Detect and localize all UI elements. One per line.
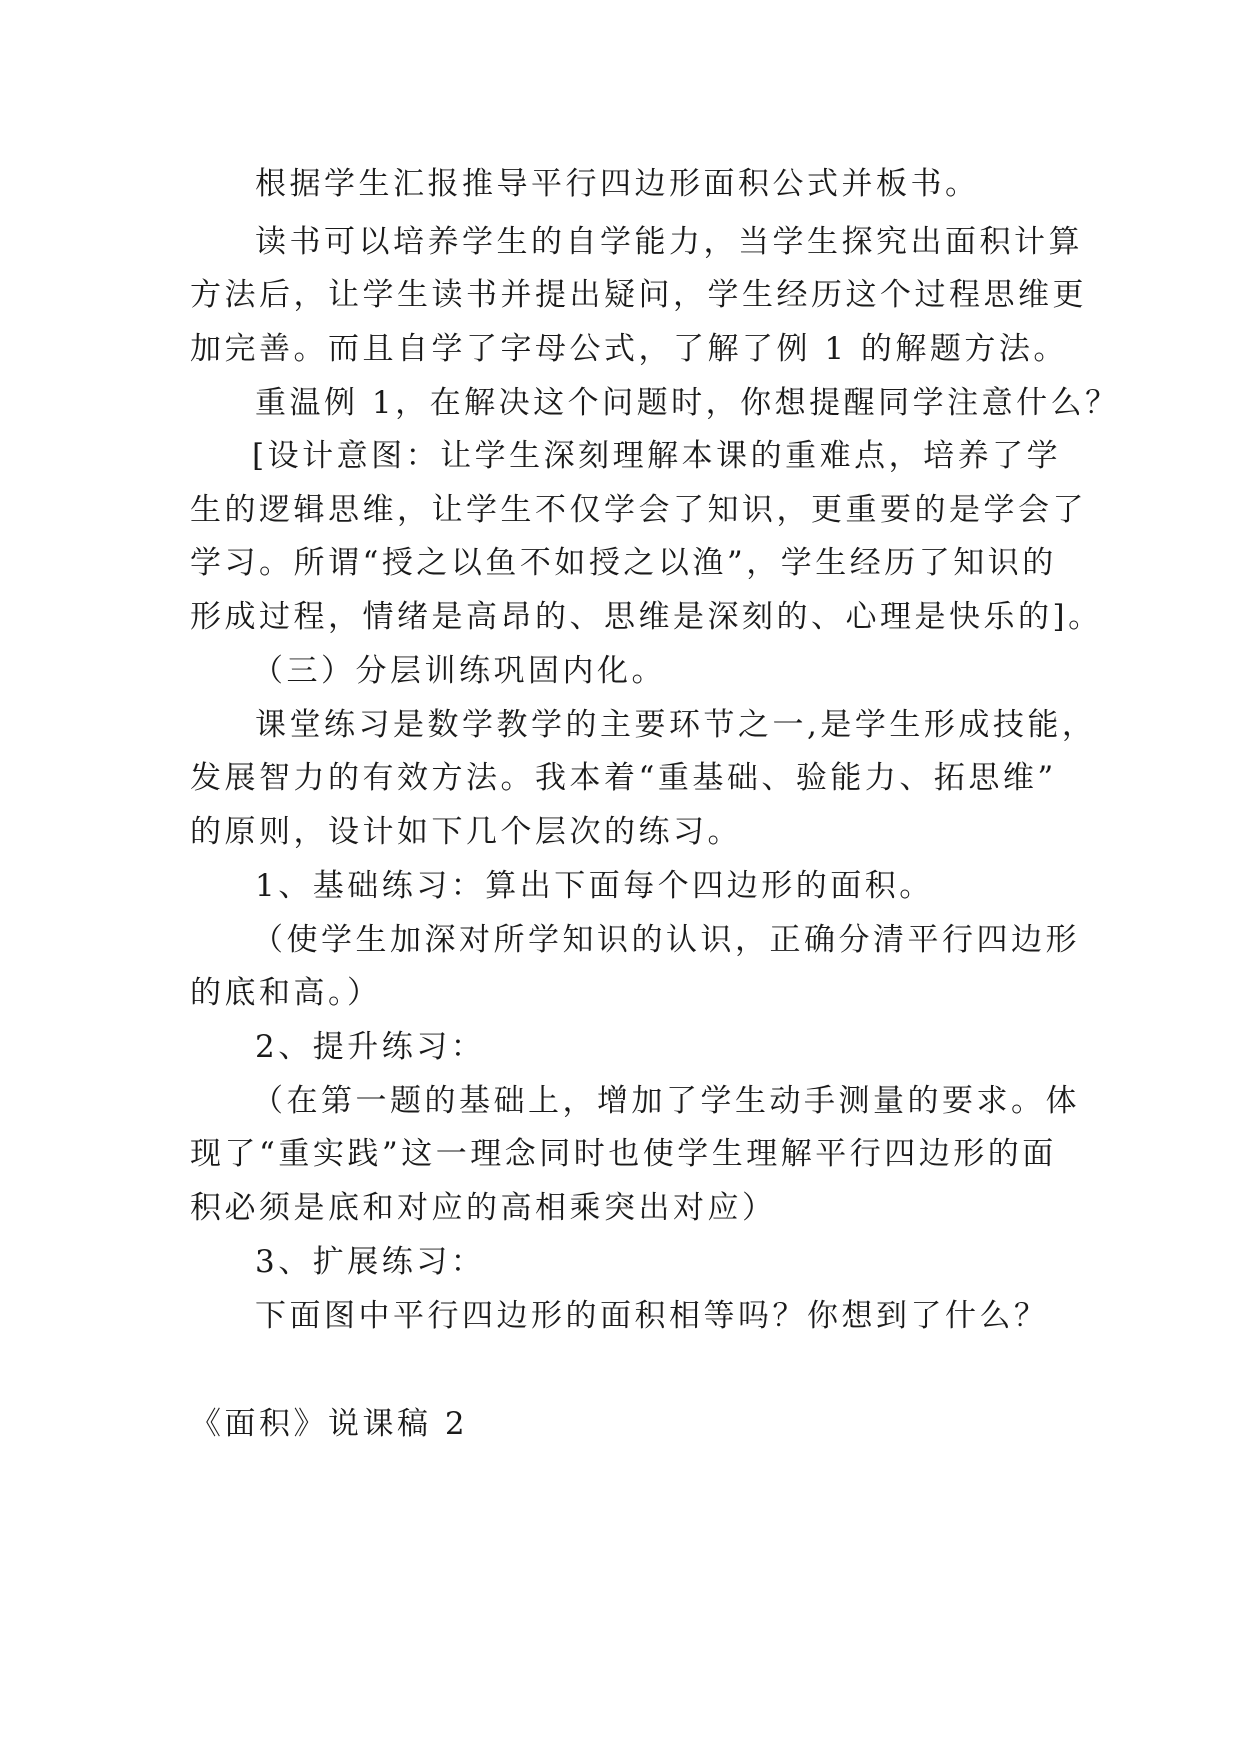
paragraph-line: （使学生加深对所学知识的认识，正确分清平行四边形 bbox=[252, 922, 1080, 958]
paragraph-line: 学习。所谓“授之以鱼不如授之以渔”，学生经历了知识的 bbox=[190, 545, 1057, 581]
list-item: 1、基础练习：算出下面每个四边形的面积。 bbox=[255, 868, 934, 904]
paragraph-line: 课堂练习是数学教学的主要环节之一,是学生形成技能， bbox=[255, 707, 1097, 743]
paragraph-line: [设计意图：让学生深刻理解本课的重难点，培养了学 bbox=[252, 438, 1062, 474]
paragraph-line: （在第一题的基础上，增加了学生动手测量的要求。体 bbox=[252, 1083, 1080, 1119]
paragraph-line: 的原则，设计如下几个层次的练习。 bbox=[190, 814, 742, 850]
paragraph-line: 生的逻辑思维，让学生不仅学会了知识，更重要的是学会了 bbox=[190, 492, 1087, 528]
paragraph-line: 重温例 1，在解决这个问题时，你想提醒同学注意什么？ bbox=[255, 385, 1120, 421]
paragraph-line: 加完善。而且自学了字母公式，了解了例 1 的解题方法。 bbox=[190, 331, 1068, 367]
section-heading: 《面积》说课稿 2 bbox=[190, 1406, 469, 1442]
list-item: 2、提升练习： bbox=[255, 1029, 486, 1065]
paragraph-line: 根据学生汇报推导平行四边形面积公式并板书。 bbox=[255, 166, 980, 202]
paragraph-line: 的底和高。） bbox=[190, 975, 382, 1011]
paragraph-line: 积必须是底和对应的高相乘突出对应） bbox=[190, 1190, 777, 1226]
paragraph-line: 下面图中平行四边形的面积相等吗？你想到了什么？ bbox=[255, 1298, 1049, 1334]
paragraph-line: 形成过程，情绪是高昂的、思维是深刻的、心理是快乐的]。 bbox=[190, 599, 1103, 635]
paragraph-line: 读书可以培养学生的自学能力，当学生探究出面积计算 bbox=[255, 224, 1083, 260]
subsection-heading: （三）分层训练巩固内化。 bbox=[252, 653, 666, 689]
list-item: 3、扩展练习： bbox=[255, 1244, 486, 1280]
paragraph-line: 现了“重实践”这一理念同时也使学生理解平行四边形的面 bbox=[190, 1136, 1057, 1172]
paragraph-line: 方法后，让学生读书并提出疑问，学生经历这个过程思维更 bbox=[190, 277, 1087, 313]
paragraph-line: 发展智力的有效方法。我本着“重基础、验能力、拓思维” bbox=[190, 760, 1057, 796]
